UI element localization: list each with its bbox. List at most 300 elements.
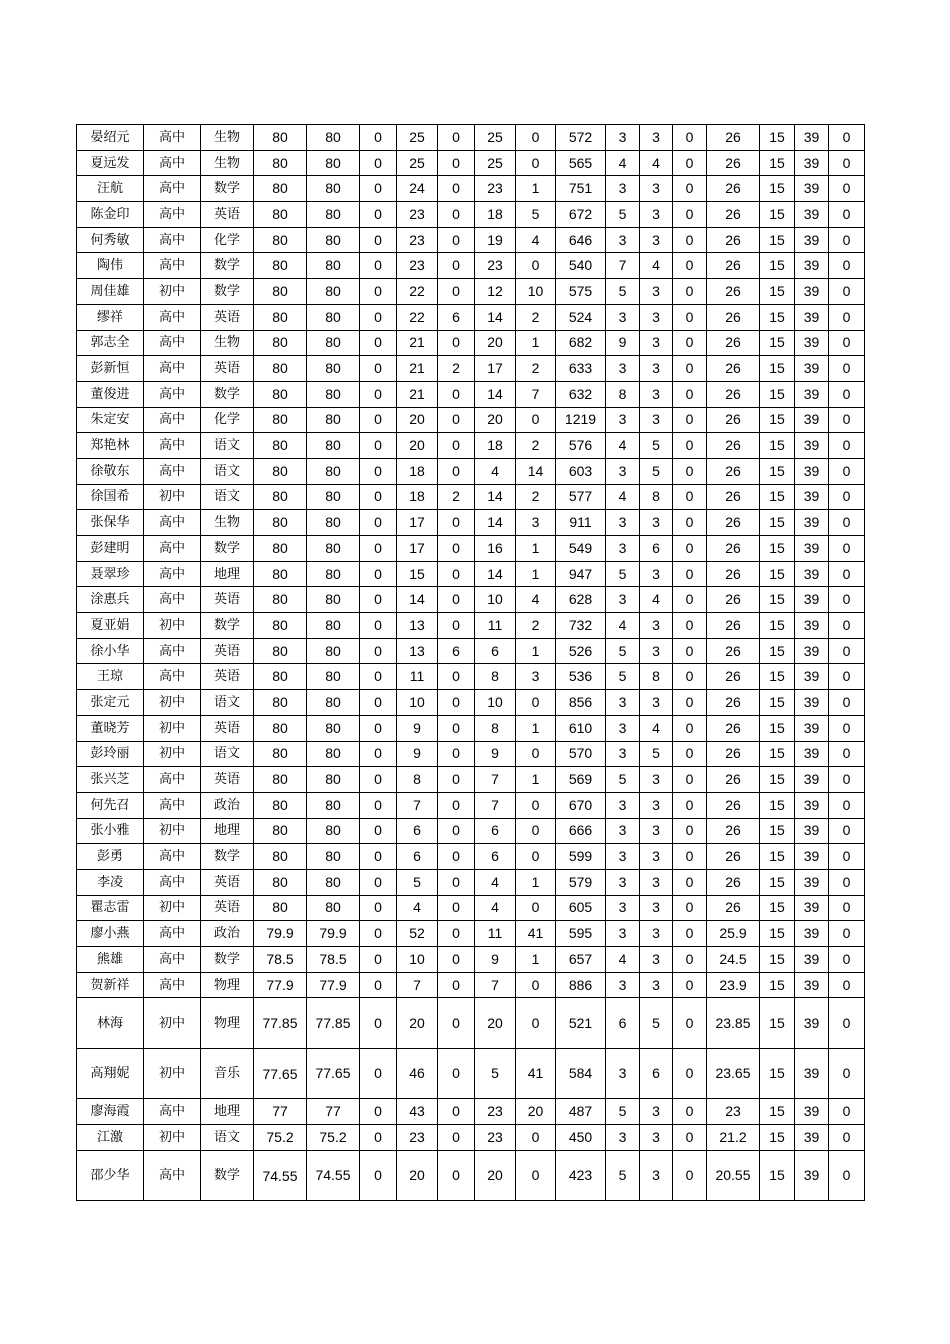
table-cell: 8 [475,664,516,690]
table-cell: 26 [707,638,760,664]
table-cell: 672 [556,202,606,228]
table-cell: 2 [438,356,475,382]
table-cell: 39 [795,741,829,767]
table-cell: 8 [397,767,438,793]
table-cell: 75.2 [254,1125,307,1151]
table-cell: 80 [254,895,307,921]
table-cell: 数学 [201,253,254,279]
table-cell: 39 [795,458,829,484]
table-cell: 生物 [201,150,254,176]
table-cell: 25 [397,125,438,151]
table-cell: 572 [556,125,606,151]
table-cell: 3 [640,304,673,330]
table-cell: 584 [556,1048,606,1099]
table-cell: 0 [360,767,397,793]
table-cell: 0 [673,869,707,895]
table-cell: 0 [360,1125,397,1151]
table-cell: 5 [640,458,673,484]
table-cell: 0 [516,844,556,870]
table-cell: 2 [516,433,556,459]
table-cell: 3 [606,356,640,382]
table-cell: 政治 [201,792,254,818]
table-cell: 80 [307,818,360,844]
table-cell: 3 [640,690,673,716]
table-cell: 78.5 [307,947,360,973]
table-cell: 10 [475,690,516,716]
table-cell: 张小雅 [77,818,144,844]
table-cell: 0 [360,587,397,613]
table-cell: 77.65 [307,1048,360,1099]
table-cell: 初中 [144,690,201,716]
table-cell: 39 [795,227,829,253]
table-cell: 0 [829,972,865,998]
table-cell: 23 [475,253,516,279]
table-cell: 生物 [201,125,254,151]
table-cell: 23 [475,176,516,202]
table-cell: 郭志全 [77,330,144,356]
table-cell: 初中 [144,895,201,921]
table-cell: 2 [516,304,556,330]
table-cell: 0 [673,150,707,176]
table-cell: 4 [606,484,640,510]
table-cell: 15 [760,304,795,330]
table-cell: 26 [707,715,760,741]
table-cell: 2 [516,484,556,510]
table-cell: 3 [606,227,640,253]
table-cell: 14 [516,458,556,484]
table-cell: 物理 [201,972,254,998]
table-cell: 80 [254,202,307,228]
table-cell: 3 [640,176,673,202]
table-cell: 0 [829,279,865,305]
table-cell: 0 [673,279,707,305]
table-cell: 74.55 [307,1150,360,1201]
table-cell: 23 [475,1125,516,1151]
table-cell: 0 [516,125,556,151]
table-cell: 0 [673,921,707,947]
table-cell: 王琼 [77,664,144,690]
table-cell: 0 [360,638,397,664]
table-cell: 0 [438,176,475,202]
table-cell: 39 [795,202,829,228]
table-cell: 3 [640,792,673,818]
table-cell: 3 [606,176,640,202]
table-cell: 74.55 [254,1150,307,1201]
table-cell: 17 [397,536,438,562]
table-cell: 2 [438,484,475,510]
table-cell: 4 [640,253,673,279]
table-cell: 80 [254,767,307,793]
table-cell: 高中 [144,947,201,973]
table-cell: 0 [516,1150,556,1201]
table-cell: 彭新恒 [77,356,144,382]
table-cell: 80 [307,638,360,664]
table-cell: 3 [640,407,673,433]
table-cell: 夏远发 [77,150,144,176]
table-cell: 39 [795,1125,829,1151]
table-cell: 0 [438,1099,475,1125]
table-cell: 初中 [144,998,201,1049]
table-cell: 80 [254,536,307,562]
table-cell: 0 [829,1048,865,1099]
table-cell: 24.5 [707,947,760,973]
table-cell: 80 [307,253,360,279]
table-cell: 26 [707,536,760,562]
table-cell: 39 [795,381,829,407]
table-cell: 0 [360,844,397,870]
table-cell: 0 [673,638,707,664]
table-cell: 576 [556,433,606,459]
table-cell: 0 [438,202,475,228]
table-row [77,690,865,716]
table-cell: 高中 [144,176,201,202]
table-cell: 15 [760,792,795,818]
table-cell: 15 [760,150,795,176]
table-cell: 4 [397,895,438,921]
table-cell: 语文 [201,1125,254,1151]
table-cell: 张兴芝 [77,767,144,793]
table-cell: 6 [397,844,438,870]
table-cell: 高中 [144,972,201,998]
table-cell: 0 [438,561,475,587]
table-cell: 39 [795,690,829,716]
table-cell: 11 [475,921,516,947]
table-cell: 涂惠兵 [77,587,144,613]
table-cell: 26 [707,690,760,716]
table-cell: 80 [307,381,360,407]
table-cell: 20 [475,407,516,433]
table-cell: 化学 [201,407,254,433]
table-cell: 80 [254,484,307,510]
table-cell: 39 [795,484,829,510]
table-cell: 15 [760,895,795,921]
table-cell: 0 [673,1099,707,1125]
table-cell: 音乐 [201,1048,254,1099]
table-cell: 25.9 [707,921,760,947]
table-cell: 80 [307,587,360,613]
table-cell: 26 [707,741,760,767]
table-cell: 46 [397,1048,438,1099]
table-cell: 0 [360,715,397,741]
table-cell: 0 [673,947,707,973]
table-cell: 0 [360,407,397,433]
table-cell: 0 [829,330,865,356]
table-cell: 80 [307,150,360,176]
table-cell: 80 [307,561,360,587]
table-cell: 9 [475,741,516,767]
table-cell: 25 [475,125,516,151]
table-cell: 80 [307,304,360,330]
table-cell: 0 [360,484,397,510]
table-cell: 3 [606,536,640,562]
table-cell: 0 [438,818,475,844]
table-cell: 78.5 [254,947,307,973]
table-cell: 0 [516,792,556,818]
table-cell: 657 [556,947,606,973]
table-cell: 0 [360,458,397,484]
table-cell: 3 [606,587,640,613]
table-cell: 0 [360,972,397,998]
table-cell: 英语 [201,304,254,330]
table-cell: 初中 [144,484,201,510]
table-cell: 0 [438,972,475,998]
table-cell: 高中 [144,1099,201,1125]
table-cell: 语文 [201,484,254,510]
table-cell: 80 [254,279,307,305]
table-cell: 0 [673,510,707,536]
table-cell: 569 [556,767,606,793]
table-cell: 3 [606,1125,640,1151]
table-cell: 75.2 [307,1125,360,1151]
table-cell: 39 [795,947,829,973]
table-cell: 6 [397,818,438,844]
table-cell: 0 [360,150,397,176]
table-cell: 15 [760,638,795,664]
table-cell: 670 [556,792,606,818]
table-cell: 20 [397,407,438,433]
table-cell: 3 [640,818,673,844]
table-cell: 初中 [144,818,201,844]
table-cell: 6 [438,304,475,330]
table-cell: 晏绍元 [77,125,144,151]
table-cell: 4 [475,869,516,895]
table-cell: 39 [795,613,829,639]
table-cell: 14 [475,381,516,407]
table-cell: 0 [438,253,475,279]
table-cell: 3 [640,227,673,253]
table-cell: 423 [556,1150,606,1201]
table-cell: 15 [760,510,795,536]
table-row [77,1150,865,1201]
table-cell: 39 [795,921,829,947]
table-cell: 5 [606,1099,640,1125]
table-cell: 23 [397,253,438,279]
table-cell: 732 [556,613,606,639]
table-cell: 数学 [201,1150,254,1201]
table-cell: 彭玲丽 [77,741,144,767]
table-cell: 2 [516,613,556,639]
table-cell: 3 [640,895,673,921]
table-cell: 0 [360,202,397,228]
table-cell: 3 [640,921,673,947]
table-cell: 23.9 [707,972,760,998]
table-cell: 7 [606,253,640,279]
table-cell: 0 [438,1125,475,1151]
table-cell: 汪航 [77,176,144,202]
table-row [77,202,865,228]
table-cell: 15 [760,202,795,228]
table-cell: 何先召 [77,792,144,818]
table-cell: 15 [760,125,795,151]
table-cell: 80 [254,715,307,741]
table-cell: 80 [254,587,307,613]
table-cell: 26 [707,176,760,202]
table-row [77,227,865,253]
table-cell: 15 [760,869,795,895]
table-cell: 39 [795,587,829,613]
table-cell: 0 [673,1125,707,1151]
table-cell: 26 [707,767,760,793]
table-cell: 15 [397,561,438,587]
table-cell: 15 [760,1125,795,1151]
table-cell: 语文 [201,690,254,716]
table-cell: 3 [606,715,640,741]
table-cell: 15 [760,484,795,510]
table-cell: 911 [556,510,606,536]
table-cell: 0 [438,433,475,459]
table-cell: 0 [438,510,475,536]
table-cell: 80 [307,895,360,921]
table-row [77,998,865,1049]
table-cell: 15 [760,767,795,793]
table-cell: 6 [640,1048,673,1099]
table-cell: 0 [673,458,707,484]
table-cell: 英语 [201,587,254,613]
table-cell: 80 [254,664,307,690]
table-cell: 15 [760,536,795,562]
table-cell: 15 [760,664,795,690]
table-cell: 0 [673,356,707,382]
table-cell: 80 [254,638,307,664]
table-cell: 1 [516,869,556,895]
table-cell: 张保华 [77,510,144,536]
table-cell: 8 [475,715,516,741]
table-cell: 80 [307,407,360,433]
table-cell: 高中 [144,844,201,870]
table-cell: 高中 [144,253,201,279]
table-cell: 15 [760,227,795,253]
table-cell: 1 [516,536,556,562]
table-cell: 语文 [201,433,254,459]
table-cell: 英语 [201,767,254,793]
table-cell: 526 [556,638,606,664]
table-cell: 0 [829,510,865,536]
table-cell: 3 [606,792,640,818]
table-cell: 0 [360,253,397,279]
table-cell: 80 [307,279,360,305]
table-cell: 0 [673,792,707,818]
table-cell: 23 [475,1099,516,1125]
table-cell: 39 [795,150,829,176]
table-cell: 0 [360,433,397,459]
table-cell: 24 [397,176,438,202]
table-cell: 26 [707,125,760,151]
table-cell: 80 [254,304,307,330]
table-cell: 初中 [144,1048,201,1099]
table-cell: 3 [640,202,673,228]
table-cell: 高中 [144,150,201,176]
table-cell: 徐国希 [77,484,144,510]
table-cell: 0 [438,458,475,484]
table-cell: 高中 [144,433,201,459]
table-cell: 0 [829,458,865,484]
table-cell: 11 [397,664,438,690]
table-cell: 39 [795,715,829,741]
table-cell: 21 [397,356,438,382]
table-cell: 0 [438,921,475,947]
table-cell: 0 [673,125,707,151]
table-cell: 陶伟 [77,253,144,279]
table-cell: 80 [307,125,360,151]
table-cell: 15 [760,921,795,947]
table-cell: 3 [606,818,640,844]
table-row [77,484,865,510]
table-cell: 0 [673,381,707,407]
table-cell: 0 [360,998,397,1049]
table-cell: 0 [438,279,475,305]
table-cell: 3 [606,921,640,947]
table-cell: 80 [254,458,307,484]
table-cell: 地理 [201,818,254,844]
table-cell: 张定元 [77,690,144,716]
table-cell: 0 [438,613,475,639]
table-cell: 0 [829,818,865,844]
table-cell: 0 [438,227,475,253]
table-cell: 0 [673,587,707,613]
table-row [77,921,865,947]
table-cell: 23 [397,202,438,228]
table-cell: 0 [360,279,397,305]
table-row [77,1125,865,1151]
table-cell: 9 [397,715,438,741]
table-cell: 高中 [144,664,201,690]
table-cell: 0 [829,998,865,1049]
table-cell: 13 [397,638,438,664]
table-cell: 0 [673,690,707,716]
table-cell: 1 [516,767,556,793]
table-cell: 0 [673,304,707,330]
table-cell: 周佳雄 [77,279,144,305]
table-cell: 0 [360,921,397,947]
table-cell: 80 [254,150,307,176]
table-cell: 0 [829,125,865,151]
table-cell: 何秀敏 [77,227,144,253]
table-cell: 0 [673,536,707,562]
table-cell: 语文 [201,458,254,484]
table-cell: 高中 [144,792,201,818]
table-cell: 80 [307,433,360,459]
table-cell: 15 [760,381,795,407]
table-cell: 41 [516,921,556,947]
table-cell: 初中 [144,1125,201,1151]
table-cell: 549 [556,536,606,562]
table-row [77,715,865,741]
table-cell: 8 [640,484,673,510]
table-cell: 487 [556,1099,606,1125]
table-cell: 彭勇 [77,844,144,870]
table-cell: 3 [606,1048,640,1099]
table-cell: 6 [475,638,516,664]
table-cell: 6 [606,998,640,1049]
table-cell: 夏亚娟 [77,613,144,639]
table-cell: 0 [829,690,865,716]
table-cell: 39 [795,767,829,793]
table-cell: 3 [640,1099,673,1125]
table-cell: 0 [438,895,475,921]
table-cell: 20 [397,1150,438,1201]
table-cell: 3 [640,1150,673,1201]
table-cell: 1219 [556,407,606,433]
table-cell: 26 [707,613,760,639]
table-cell: 0 [516,741,556,767]
table-cell: 577 [556,484,606,510]
table-cell: 39 [795,844,829,870]
table-cell: 高中 [144,304,201,330]
table-cell: 39 [795,510,829,536]
table-cell: 0 [360,125,397,151]
table-cell: 0 [829,304,865,330]
table-cell: 15 [760,690,795,716]
